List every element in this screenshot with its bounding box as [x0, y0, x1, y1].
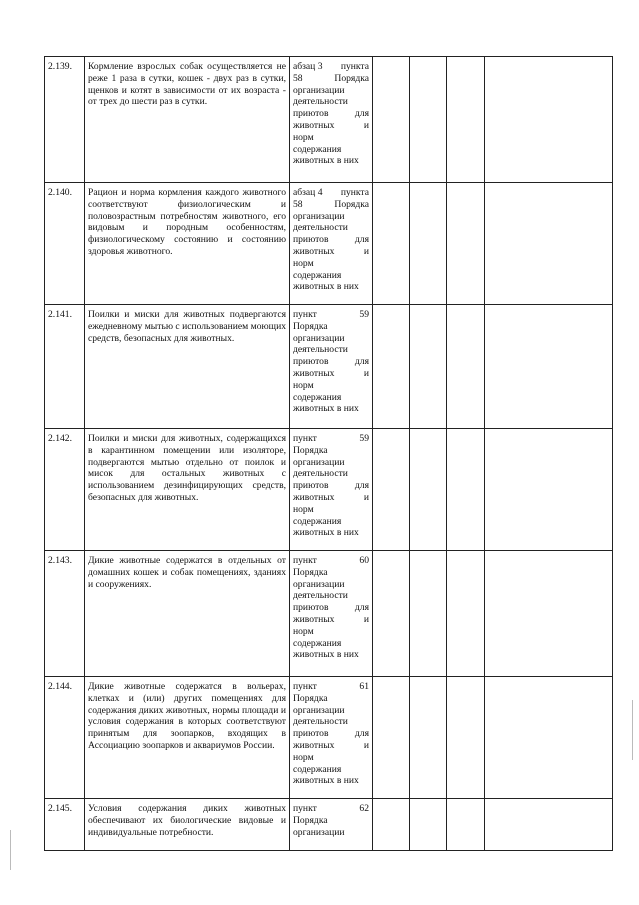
- reference-first-line: [293, 309, 369, 321]
- reference-word: пункт: [293, 555, 317, 566]
- reference-line: [293, 638, 369, 650]
- reference-line: [293, 368, 369, 380]
- reference-line: [293, 815, 369, 827]
- table-row: [45, 429, 613, 551]
- reference-first-line: [293, 61, 369, 73]
- scan-mark: [632, 700, 633, 760]
- reference-word: животных: [293, 613, 335, 625]
- scan-mark: [10, 830, 11, 870]
- table-row: [45, 551, 613, 677]
- reference-line: [293, 392, 369, 404]
- empty-cell: [410, 429, 447, 551]
- reference-line: [293, 445, 369, 457]
- reference-word: животных в них: [293, 649, 359, 661]
- empty-cell: [485, 799, 613, 851]
- reference-word: пункт: [293, 309, 317, 320]
- table-row: [45, 677, 613, 799]
- checklist-rows: [45, 57, 613, 851]
- reference-word: организации: [293, 332, 345, 344]
- reference-line: [293, 356, 369, 368]
- reference-line: [293, 258, 369, 270]
- reference-word: Порядка: [293, 444, 328, 456]
- reference-word: пункта: [340, 187, 369, 198]
- reference-line: [293, 144, 369, 156]
- reference-line: [293, 705, 369, 717]
- item-number: 2.145.: [45, 799, 85, 851]
- reference-word: содержания: [293, 391, 342, 403]
- reference-line: [293, 527, 369, 539]
- checklist-table: [44, 56, 613, 851]
- reference-word: пункт: [293, 803, 317, 814]
- empty-cell: [485, 429, 613, 551]
- empty-cell: [373, 429, 410, 551]
- reference-line: [293, 716, 369, 728]
- reference-line: [293, 333, 369, 345]
- empty-cell: [373, 57, 410, 183]
- reference-word: животных в них: [293, 281, 359, 293]
- reference-word: для: [354, 234, 369, 246]
- reference-word: 62: [359, 803, 369, 814]
- reference-word: 61: [359, 681, 369, 692]
- legal-reference: [290, 429, 373, 551]
- reference-line: [293, 321, 369, 333]
- empty-cell: [485, 57, 613, 183]
- empty-cell: [447, 183, 485, 305]
- reference-word: содержания: [293, 269, 342, 281]
- reference-word: норм: [293, 379, 314, 391]
- requirement-text: Поилки и миски для животных, содержащихся в карантинном помещении или изоляторе, подвергаются мытью отдельно от поилок и мисок для остальных животных с использованием дезинфицирующих средств, безопасных для животных.: [85, 429, 290, 551]
- legal-reference: [290, 799, 373, 851]
- reference-line: [293, 602, 369, 614]
- reference-word: животных: [293, 245, 335, 257]
- legal-reference: [290, 183, 373, 305]
- table-row: [45, 57, 613, 183]
- reference-word: животных: [293, 739, 335, 751]
- reference-word: для: [354, 728, 369, 740]
- empty-cell: [485, 677, 613, 799]
- reference-line: [293, 222, 369, 234]
- empty-cell: [373, 677, 410, 799]
- legal-reference: [290, 305, 373, 429]
- reference-line: [293, 120, 369, 132]
- reference-line: [293, 827, 369, 839]
- empty-cell: [410, 799, 447, 851]
- reference-word: Порядка: [293, 320, 328, 332]
- reference-line: [293, 73, 369, 85]
- reference-line: [293, 234, 369, 246]
- requirement-text: Дикие животные содержатся в отдельных от домашних кошек и собак помещениях, зданиях и сооружениях.: [85, 551, 290, 677]
- reference-word: деятельности: [293, 590, 348, 602]
- reference-word: Порядка: [293, 692, 328, 704]
- empty-cell: [447, 677, 485, 799]
- reference-word: и: [363, 367, 369, 379]
- reference-word: животных в них: [293, 403, 359, 415]
- reference-word: 59: [359, 433, 369, 444]
- reference-word: для: [354, 602, 369, 614]
- reference-word: для: [354, 480, 369, 492]
- reference-word: норм: [293, 131, 314, 143]
- reference-line: [293, 590, 369, 602]
- item-number: 2.139.: [45, 57, 85, 183]
- reference-word: содержания: [293, 637, 342, 649]
- requirement-text: Дикие животные содержатся в вольерах, клетках и (или) других помещениях для содержания диких животных, нормы площади и условия содержания в которых соответствуют принятым для зоопарков, входящих в Ассоциацию зоопарков и аквариумов России.: [85, 677, 290, 799]
- reference-line: [293, 403, 369, 415]
- empty-cell: [447, 57, 485, 183]
- item-number: 2.144.: [45, 677, 85, 799]
- empty-cell: [410, 305, 447, 429]
- reference-line: [293, 740, 369, 752]
- reference-line: [293, 380, 369, 392]
- reference-word: приютов: [293, 108, 329, 120]
- legal-reference: [290, 677, 373, 799]
- reference-word: организации: [293, 84, 345, 96]
- reference-word: содержания: [293, 143, 342, 155]
- reference-word: животных в них: [293, 155, 359, 167]
- reference-word: животных в них: [293, 527, 359, 539]
- empty-cell: [373, 183, 410, 305]
- reference-word: для: [354, 108, 369, 120]
- reference-first-line: [293, 803, 369, 815]
- reference-word: деятельности: [293, 468, 348, 480]
- reference-word: приютов: [293, 234, 329, 246]
- reference-word: абзац 3: [293, 61, 323, 72]
- empty-cell: [410, 677, 447, 799]
- item-number: 2.140.: [45, 183, 85, 305]
- reference-line: [293, 246, 369, 258]
- reference-word: организации: [293, 210, 345, 222]
- empty-cell: [373, 799, 410, 851]
- item-number: 2.142.: [45, 429, 85, 551]
- reference-line: [293, 492, 369, 504]
- reference-word: Порядка: [334, 72, 369, 84]
- reference-word: приютов: [293, 602, 329, 614]
- item-number: 2.141.: [45, 305, 85, 429]
- empty-cell: [485, 183, 613, 305]
- reference-word: организации: [293, 704, 345, 716]
- reference-line: [293, 155, 369, 167]
- reference-line: [293, 281, 369, 293]
- empty-cell: [447, 799, 485, 851]
- reference-line: [293, 504, 369, 516]
- requirement-text: Кормление взрослых собак осуществляется не реже 1 раза в сутки, кошек - двух раз в сутки, щенков и котят в зависимости от их возраста - от трех до шести раз в сутки.: [85, 57, 290, 183]
- reference-word: организации: [293, 578, 345, 590]
- reference-word: норм: [293, 625, 314, 637]
- reference-word: животных: [293, 491, 335, 503]
- reference-word: животных: [293, 119, 335, 131]
- reference-first-line: [293, 187, 369, 199]
- reference-word: деятельности: [293, 222, 348, 234]
- reference-first-line: [293, 433, 369, 445]
- reference-word: норм: [293, 503, 314, 515]
- reference-word: 59: [359, 309, 369, 320]
- reference-line: [293, 96, 369, 108]
- reference-word: содержания: [293, 763, 342, 775]
- empty-cell: [447, 429, 485, 551]
- legal-reference: [290, 57, 373, 183]
- reference-word: абзац 4: [293, 187, 323, 198]
- reference-line: [293, 775, 369, 787]
- reference-line: [293, 480, 369, 492]
- reference-line: [293, 764, 369, 776]
- empty-cell: [485, 305, 613, 429]
- reference-line: [293, 752, 369, 764]
- reference-word: 58: [293, 198, 303, 210]
- requirement-text: Рацион и норма кормления каждого животного соответствуют физиологическим и половозрастным потребностям животного, его видовым и породным особенностям, физиологическому состоянию и состоянию здоровья животного.: [85, 183, 290, 305]
- item-number: 2.143.: [45, 551, 85, 677]
- reference-word: Порядка: [293, 814, 328, 826]
- reference-word: пункта: [340, 61, 369, 72]
- table-row: [45, 799, 613, 851]
- reference-word: пункт: [293, 681, 317, 692]
- reference-word: деятельности: [293, 96, 348, 108]
- empty-cell: [410, 551, 447, 677]
- reference-word: приютов: [293, 356, 329, 368]
- reference-word: 58: [293, 72, 303, 84]
- reference-word: и: [363, 119, 369, 131]
- reference-word: Порядка: [293, 566, 328, 578]
- empty-cell: [410, 183, 447, 305]
- table-row: [45, 183, 613, 305]
- reference-line: [293, 457, 369, 469]
- reference-word: деятельности: [293, 344, 348, 356]
- reference-line: [293, 132, 369, 144]
- reference-word: и: [363, 613, 369, 625]
- reference-word: приютов: [293, 480, 329, 492]
- reference-line: [293, 614, 369, 626]
- reference-word: животных в них: [293, 775, 359, 787]
- reference-word: животных: [293, 367, 335, 379]
- reference-word: содержания: [293, 515, 342, 527]
- reference-word: 60: [359, 555, 369, 566]
- reference-line: [293, 85, 369, 97]
- reference-line: [293, 199, 369, 211]
- reference-word: деятельности: [293, 716, 348, 728]
- reference-word: норм: [293, 257, 314, 269]
- reference-line: [293, 270, 369, 282]
- reference-first-line: [293, 555, 369, 567]
- reference-word: приютов: [293, 728, 329, 740]
- requirement-text: Поилки и миски для животных подвергаются ежедневному мытью с использованием моющих средств, безопасных для животных.: [85, 305, 290, 429]
- legal-reference: [290, 551, 373, 677]
- reference-word: и: [363, 739, 369, 751]
- reference-word: организации: [293, 826, 345, 838]
- reference-line: [293, 468, 369, 480]
- reference-line: [293, 108, 369, 120]
- empty-cell: [447, 305, 485, 429]
- reference-line: [293, 626, 369, 638]
- reference-line: [293, 649, 369, 661]
- reference-line: [293, 728, 369, 740]
- reference-line: [293, 344, 369, 356]
- empty-cell: [485, 551, 613, 677]
- table-row: [45, 305, 613, 429]
- reference-line: [293, 579, 369, 591]
- reference-word: норм: [293, 751, 314, 763]
- reference-word: для: [354, 356, 369, 368]
- empty-cell: [447, 551, 485, 677]
- reference-word: и: [363, 245, 369, 257]
- empty-cell: [410, 57, 447, 183]
- empty-cell: [373, 305, 410, 429]
- reference-word: Порядка: [334, 198, 369, 210]
- requirement-text: Условия содержания диких животных обеспечивают их биологические видовые и индивидуальные потребности.: [85, 799, 290, 851]
- reference-word: и: [363, 491, 369, 503]
- reference-word: пункт: [293, 433, 317, 444]
- empty-cell: [373, 551, 410, 677]
- reference-first-line: [293, 681, 369, 693]
- reference-line: [293, 211, 369, 223]
- reference-line: [293, 567, 369, 579]
- reference-line: [293, 693, 369, 705]
- reference-line: [293, 516, 369, 528]
- reference-word: организации: [293, 456, 345, 468]
